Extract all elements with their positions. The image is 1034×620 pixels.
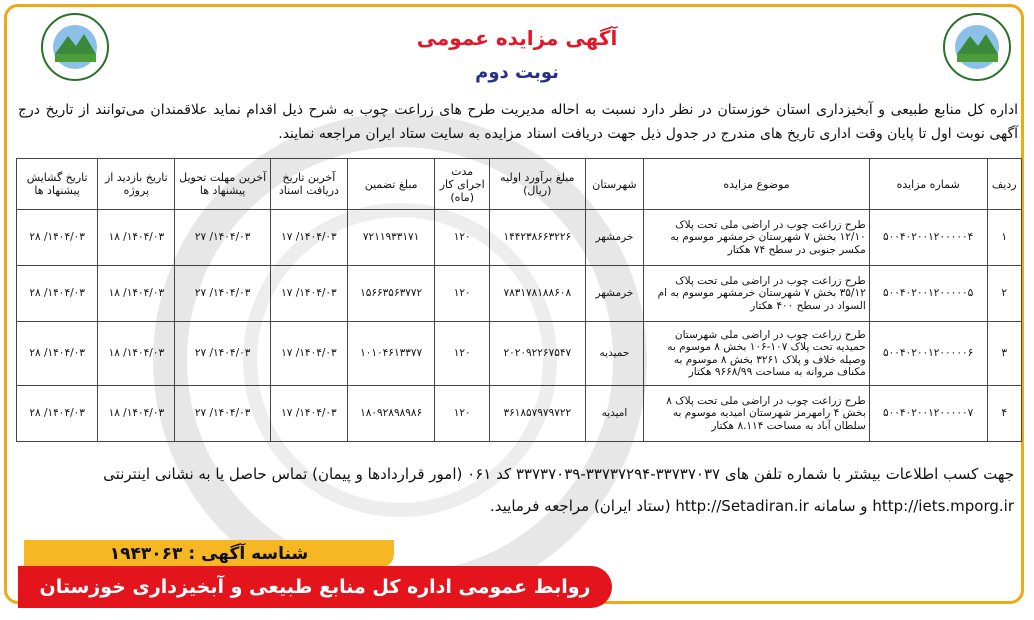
auction-table	[16, 158, 1022, 442]
contact-phones-text: جهت کسب اطلاعات بیشتر با شماره تلفن های ۳۳۷۳۷۰۳۷-۳۳۷۳۷۲۹۴-۳۳۷۳۷۰۳۹ کد ۰۶۱ (امور قراردادها و پیمان) تماس حاصل یا به نشانی اینترنتی	[103, 465, 1014, 483]
col-header-estimate: مبلغ برآورد اولیه (ریال)	[490, 159, 585, 210]
cell-estimate: ۱۴۴۲۳۸۶۶۳۲۲۶	[490, 210, 585, 266]
cell-submit-date: ۱۴۰۴/۰۳/ ۲۷	[175, 386, 270, 442]
table-row	[17, 266, 1022, 322]
cell-subject: طرح زراعت چوب در اراضی ملی تحت پلاک ۳۵/۱۲ بخش ۷ شهرستان خرمشهر موسوم به ام السواد در سطح ۴۰۰ هکتار	[644, 266, 869, 322]
cell-guarantee: ۱۸۰۹۲۸۹۸۹۸۶	[347, 386, 434, 442]
cell-auction-number: ۵۰۰۴۰۲۰۰۱۲۰۰۰۰۰۷	[869, 386, 987, 442]
cell-auction-number: ۵۰۰۴۰۲۰۰۱۲۰۰۰۰۰۵	[869, 266, 987, 322]
cell-guarantee: ۱۵۶۶۳۵۶۳۷۷۲	[347, 266, 434, 322]
cell-open-date: ۱۴۰۴/۰۳/ ۲۸	[17, 322, 98, 386]
col-header-visit-date: تاریخ بازدید از پروژه	[98, 159, 175, 210]
cell-doc-date: ۱۴۰۴/۰۳/ ۱۷	[270, 210, 347, 266]
cell-estimate: ۲۰۲۰۹۲۲۶۷۵۴۷	[490, 322, 585, 386]
ad-id-badge: شناسه آگهی : ۱۹۴۳۰۶۳	[24, 540, 394, 568]
col-header-row-number: ردیف	[987, 159, 1022, 210]
cell-guarantee: ۱۰۱۰۴۶۱۳۳۷۷	[347, 322, 434, 386]
cell-duration: ۱۲۰	[435, 266, 490, 322]
col-header-guarantee: مبلغ تضمین	[347, 159, 434, 210]
cell-estimate: ۳۶۱۸۵۷۹۷۹۷۲۲	[490, 386, 585, 442]
table-row	[17, 386, 1022, 442]
cell-open-date: ۱۴۰۴/۰۳/ ۲۸	[17, 210, 98, 266]
cell-doc-date: ۱۴۰۴/۰۳/ ۱۷	[270, 386, 347, 442]
cell-row-number: ۳	[987, 322, 1022, 386]
page-title: آگهی مزایده عمومی	[416, 26, 618, 50]
cell-visit-date: ۱۴۰۴/۰۳/ ۱۸	[98, 386, 175, 442]
cell-estimate: ۷۸۳۱۷۸۱۸۸۶۰۸	[490, 266, 585, 322]
cell-doc-date: ۱۴۰۴/۰۳/ ۱۷	[270, 322, 347, 386]
cell-row-number: ۱	[987, 210, 1022, 266]
contact-closing-text: (ستاد ایران) مراجعه فرمایید.	[489, 497, 671, 515]
cell-city: خرمشهر	[585, 266, 644, 322]
cell-visit-date: ۱۴۰۴/۰۳/ ۱۸	[98, 210, 175, 266]
col-header-city: شهرستان	[585, 159, 644, 210]
cell-open-date: ۱۴۰۴/۰۳/ ۲۸	[17, 266, 98, 322]
cell-submit-date: ۱۴۰۴/۰۳/ ۲۷	[175, 266, 270, 322]
col-header-auction-number: شماره مزایده	[869, 159, 987, 210]
cell-city: امیدیه	[585, 386, 644, 442]
table-row	[17, 322, 1022, 386]
cell-duration: ۱۲۰	[435, 322, 490, 386]
table-row	[17, 210, 1022, 266]
cell-visit-date: ۱۴۰۴/۰۳/ ۱۸	[98, 266, 175, 322]
page-subtitle: نوبت دوم	[475, 62, 559, 83]
col-header-open-date: تاریخ گشایش پیشنهاد ها	[17, 159, 98, 210]
and-system-text: و سامانه	[813, 497, 868, 515]
cell-guarantee: ۷۲۱۱۹۳۳۱۷۱	[347, 210, 434, 266]
cell-duration: ۱۲۰	[435, 210, 490, 266]
cell-auction-number: ۵۰۰۴۰۲۰۰۱۲۰۰۰۰۰۶	[869, 322, 987, 386]
cell-visit-date: ۱۴۰۴/۰۳/ ۱۸	[98, 322, 175, 386]
intro-paragraph: اداره کل منابع طبیعی و آبخیزداری استان خوزستان در نظر دارد نسبت به احاله مدیریت طرح های زراعت چوب به شرح ذیل اقدام نماید علاقمندان می‌توانند از تاریخ درج آگهی نوبت اول تا پایان وقت اداری تاریخ های مندرج در جدول ذیل جهت دریافت اسناد مزایده به سایت ستاد ایران مراجعه نمایند.	[18, 102, 1018, 142]
cell-subject: طرح زراعت چوب در اراضی ملی شهرستان حمیدیه تحت پلاک ۱۰۷-۱۰۶ بخش ۸ موسوم به وصیله خلاف و پلاک ۳۲۶۱ بخش ۸ موسوم به مکناف مروانه به مساحت ۹۶۶۸/۹۹ هکتار	[644, 322, 869, 386]
col-header-submit-date: آخرین مهلت تحویل پیشنهاد ها	[175, 159, 270, 210]
cell-submit-date: ۱۴۰۴/۰۳/ ۲۷	[175, 322, 270, 386]
iets-link[interactable]: http://iets.mporg.ir	[872, 497, 1014, 515]
cell-submit-date: ۱۴۰۴/۰۳/ ۲۷	[175, 210, 270, 266]
cell-subject: طرح زراعت چوب در اراضی ملی تحت پلاک ۱۲/۱۰ بخش ۷ شهرستان خرمشهر موسوم به مکسر جنوبی در سطح ۷۴ هکتار	[644, 210, 869, 266]
col-header-duration: مدت اجرای کار (ماه)	[435, 159, 490, 210]
cell-auction-number: ۵۰۰۴۰۲۰۰۱۲۰۰۰۰۰۴	[869, 210, 987, 266]
cell-city: حمیدیه	[585, 322, 644, 386]
cell-city: خرمشهر	[585, 210, 644, 266]
cell-duration: ۱۲۰	[435, 386, 490, 442]
footer-banner: روابط عمومی اداره کل منابع طبیعی و آبخیزداری خوزستان	[18, 566, 612, 608]
cell-subject: طرح زراعت چوب در اراضی ملی تحت پلاک ۸ بخش ۴ رامهرمز شهرستان امیدیه موسوم به سلطان آباد به مساحت ۸.۱۱۴ هکتار	[644, 386, 869, 442]
cell-open-date: ۱۴۰۴/۰۳/ ۲۸	[17, 386, 98, 442]
setadiran-link[interactable]: http://Setadiran.ir	[675, 497, 809, 515]
cell-row-number: ۴	[987, 386, 1022, 442]
col-header-subject: موضوع مزایده	[644, 159, 869, 210]
contact-info	[18, 458, 1014, 522]
cell-row-number: ۲	[987, 266, 1022, 322]
cell-doc-date: ۱۴۰۴/۰۳/ ۱۷	[270, 266, 347, 322]
col-header-doc-date: آخرین تاریخ دریافت اسناد	[270, 159, 347, 210]
table-header-row	[17, 159, 1022, 210]
